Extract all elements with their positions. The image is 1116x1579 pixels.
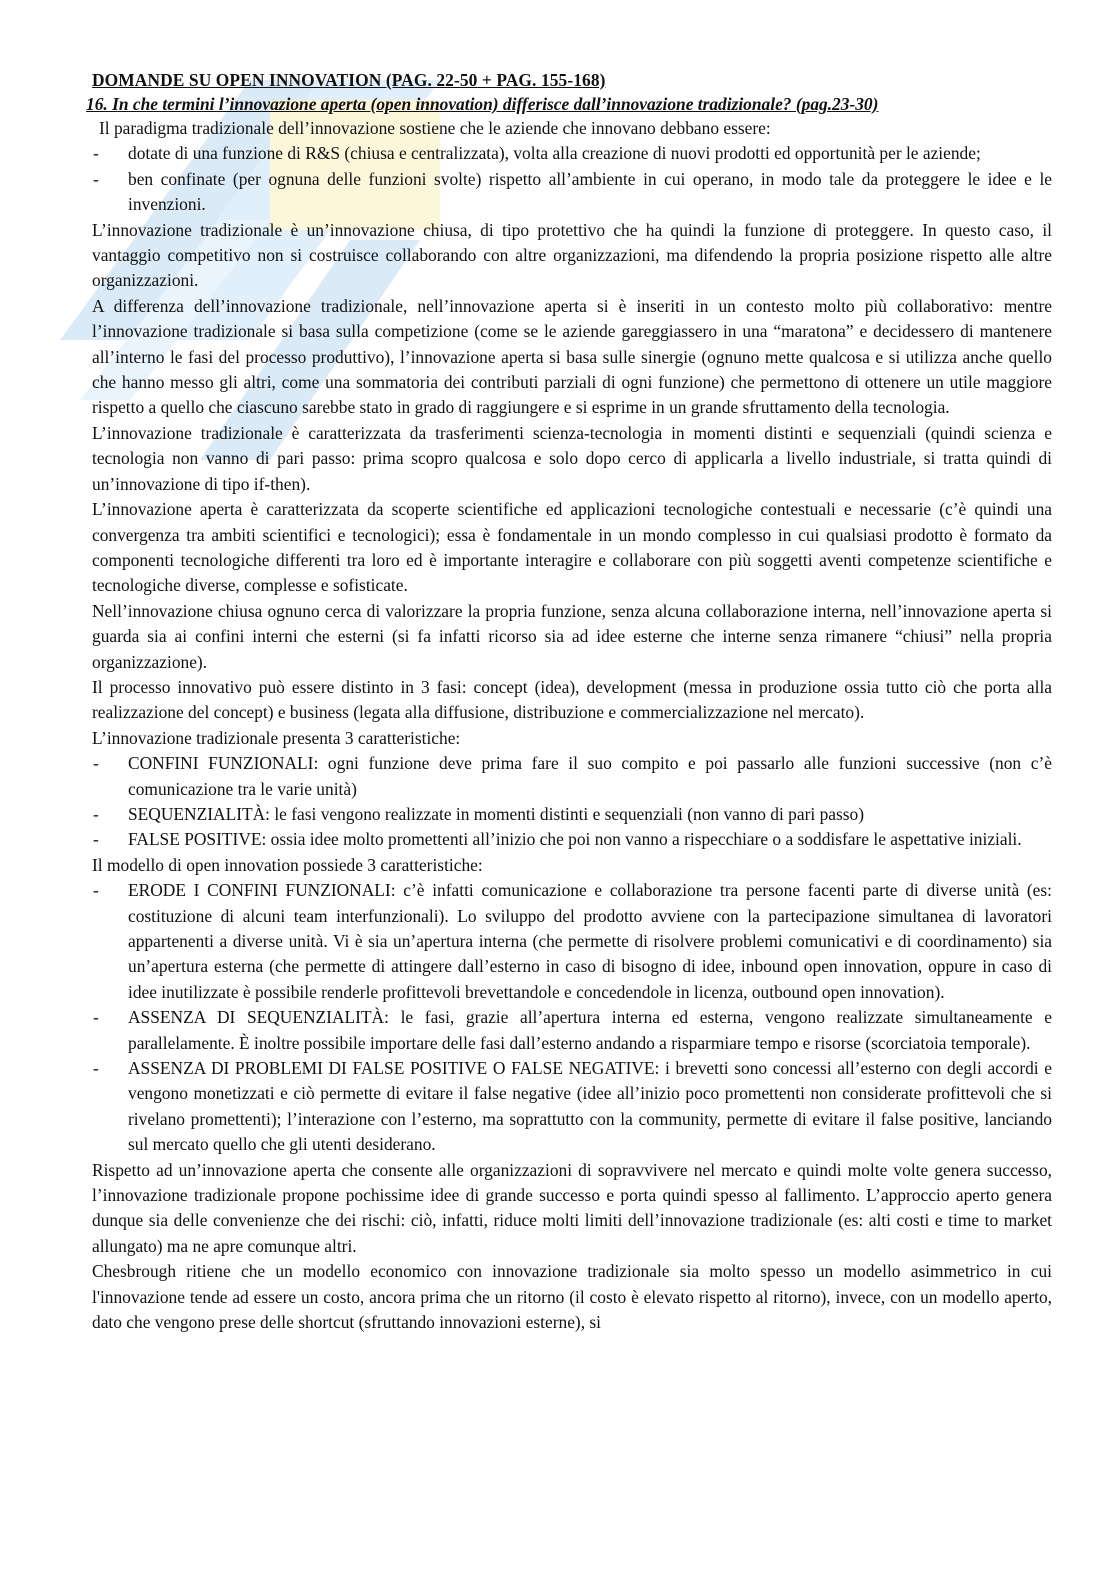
bullet-list-traditional-requirements	[92, 141, 1052, 217]
bullet-list-traditional-features	[92, 751, 1052, 853]
question-title: 16. In che termini l’innovazione aperta (open innovation) differisce dall’innovazione tradizionale? (pag.23-30)	[86, 94, 879, 114]
list-item	[92, 802, 1052, 827]
paragraph: L’innovazione tradizionale è un’innovazione chiusa, di tipo protettivo che ha quindi la funzione di proteggere. In questo caso, il vantaggio competitivo non si costruisce collaborando con altre organizzazioni, ma difendendo la propria posizione rispetto alle altre organizzazioni.	[92, 219, 1052, 291]
document-body	[86, 68, 1052, 1336]
dash-bullet: -	[93, 753, 99, 774]
list-item-text: ERODE I CONFINI FUNZIONALI: c’è infatti comunicazione e collaborazione tra persone facenti parte di diverse unità (es: costituzione di alcuni team interfunzionali). Lo sviluppo del prodotto avviene con la partecipazione simultanea di lavoratori appartenenti a diverse unità. Vi è sia un’apertura interna (che permette di risolvere problemi comunicativi e di coordinamento) sia un’apertura esterna (che permette di attingere dall’esterno in caso di bisogno di idee, inbound open innovation, oppure in caso di idee inutilizzate è possibile renderle profittevoli brevettandole e concedendole in licenza, outbound open innovation).	[128, 880, 1052, 1002]
paragraph: L’innovazione tradizionale è caratterizzata da trasferimenti scienza-tecnologia in momenti distinti e sequenziali (quindi scienza e tecnologia non vanno di pari passo: prima scopro qualcosa e solo dopo cerco di applicarla a livello industriale, si tratta quindi di un’innovazione di tipo if-then).	[92, 422, 1052, 494]
dash-bullet: -	[93, 829, 99, 850]
dash-bullet: -	[93, 880, 99, 901]
document-heading: DOMANDE SU OPEN INNOVATION (PAG. 22-50 + PAG. 155-168)	[92, 70, 606, 90]
list-item	[92, 141, 1052, 166]
paragraph: Nell’innovazione chiusa ognuno cerca di valorizzare la propria funzione, senza alcuna collaborazione interna, nell’innovazione aperta si guarda sia ai confini interni che esterni (si fa infatti ricorso sia ad idee esterne che interne senza rimanere “chiusi” nella propria organizzazione).	[92, 600, 1052, 672]
dash-bullet: -	[93, 143, 99, 164]
dash-bullet: -	[93, 1058, 99, 1079]
list-item-text: SEQUENZIALITÀ: le fasi vengono realizzate in momenti distinti e sequenziali (non vanno di pari passo)	[128, 803, 865, 824]
list-item-text: CONFINI FUNZIONALI: ogni funzione deve prima fare il suo compito e poi passarlo alle funzioni successive (non c’è comunicazione tra le varie unità)	[128, 753, 1052, 799]
list-item	[92, 751, 1052, 802]
list-item-text: ASSENZA DI PROBLEMI DI FALSE POSITIVE O FALSE NEGATIVE: i brevetti sono concessi all’esterno con degli accordi e vengono monetizzati e ciò permette di evitare il false negative (idee all’inizio poco promettenti non considerate profittevoli che si rivelano promettenti); l’interazione con l’esterno, ma soprattutto con la community, permette di evitare il false positive, lanciando sul mercato quello che gli utenti desiderano.	[128, 1058, 1052, 1155]
paragraph: Il modello di open innovation possiede 3 caratteristiche:	[92, 854, 483, 875]
paragraph: L’innovazione aperta è caratterizzata da scoperte scientifiche ed applicazioni tecnologiche contestuali e necessarie (c’è quindi una convergenza tra ambiti scientifici e tecnologici); essa è fondamentale in un mondo complesso in cui qualsiasi prodotto è formato da componenti tecnologiche differenti tra loro ed è importante interagire e collaborare con più soggetti aventi competenze scientifiche e tecnologiche diverse, complesse e sofisticate.	[92, 499, 1052, 596]
dash-bullet: -	[93, 1007, 99, 1028]
paragraph: Chesbrough ritiene che un modello economico con innovazione tradizionale sia molto spesso un modello asimmetrico in cui l'innovazione tende ad essere un costo, ancora prima che un ritorno (il costo è elevato rispetto al ritorno), invece, con un modello aperto, dato che vengono prese delle shortcut (sfruttando innovazioni esterne), si	[92, 1261, 1052, 1333]
paragraph: L’innovazione tradizionale presenta 3 caratteristiche:	[92, 727, 461, 748]
list-item	[92, 1056, 1052, 1158]
list-item	[92, 167, 1052, 218]
list-item-text: ASSENZA DI SEQUENZIALITÀ: le fasi, grazie all’apertura interna ed esterna, vengono realizzate simultaneamente e parallelamente. È inoltre possibile importare delle fasi dall’esterno andando a risparmiare tempo e risorse (scorciatoia temporale).	[128, 1007, 1052, 1053]
list-item-text: FALSE POSITIVE: ossia idee molto promettenti all’inizio che poi non vanno a rispecchiare o a soddisfare le aspettative iniziali.	[128, 829, 1022, 850]
list-item	[92, 878, 1052, 1005]
paragraph: Il processo innovativo può essere distinto in 3 fasi: concept (idea), development (messa in produzione ossia tutto ciò che porta alla realizzazione del concept) e business (legata alla diffusione, distribuzione e commercializzazione nel mercato).	[92, 676, 1052, 723]
list-item	[92, 1005, 1052, 1056]
intro-paragraph: Il paradigma tradizionale dell’innovazione sostiene che le aziende che innovano debbano essere:	[99, 118, 771, 138]
dash-bullet: -	[93, 168, 99, 189]
paragraph: Rispetto ad un’innovazione aperta che consente alle organizzazioni di sopravvivere nel mercato e quindi molte volte genera successo, l’innovazione tradizionale propone pochissime idee di grande successo e porta quindi spesso al fallimento. L’approccio aperto genera dunque sia delle convenienze che dei rischi: ciò, infatti, riduce molti limiti dell’innovazione tradizionale (es: alti costi e time to market allungato) ma ne apre comunque altri.	[92, 1159, 1052, 1256]
paragraph: A differenza dell’innovazione tradizionale, nell’innovazione aperta si è inseriti in un contesto molto più collaborativo: mentre l’innovazione tradizionale si basa sulla competizione (come se le aziende gareggiassero in una “maratona” e decidessero di mantenere all’interno le fasi del processo produttivo), l’innovazione aperta si basa sulle sinergie (ognuno mette qualcosa e si utilizza anche quello che hanno messo gli altri, come una sommatoria dei contributi parziali di ogni funzione) che permettono di ottenere un utile maggiore rispetto a quello che ciascuno sarebbe stato in grado di raggiungere e si esprime in un grande sfruttamento della tecnologia.	[92, 295, 1052, 418]
list-item-text: ben confinate (per ognuna delle funzioni svolte) rispetto all’ambiente in cui operano, in modo tale da proteggere le idee e le invenzioni.	[128, 168, 1052, 215]
list-item-text: dotate di una funzione di R&S (chiusa e centralizzata), volta alla creazione di nuovi prodotti ed opportunità per le aziende;	[128, 143, 981, 164]
list-item	[92, 827, 1052, 852]
dash-bullet: -	[93, 803, 99, 824]
bullet-list-open-features	[92, 878, 1052, 1157]
